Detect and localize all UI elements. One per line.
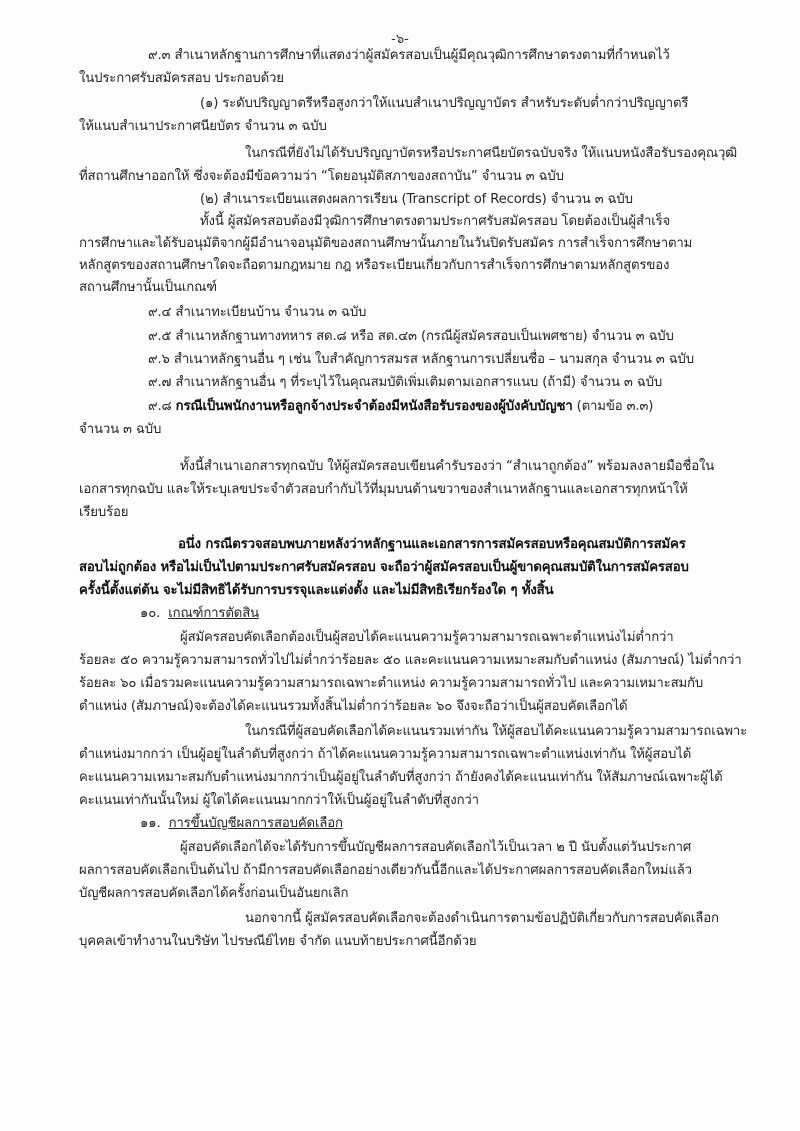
item-9-8-line-2: จำนวน ๓ ฉบับ (79, 422, 162, 437)
section-10-p1-line-4: ตำแหน่ง (สัมภาษณ์)จะต้องได้คะแนนรวมทั้งสิ้นไม่ต่ำกว่าร้อยละ ๖๐ จึงจะถือว่าเป็นผู้สอบคัดเลือกได้ (79, 699, 628, 714)
item-9-8-bold: กรณีเป็นพนักงานหรือลูกจ้างประจำต้องมีหนังสือรับรองของผู้บังคับบัญชา (175, 399, 573, 414)
item-9-8 (148, 397, 653, 417)
section-10-p1-line-1: ผู้สมัครสอบคัดเลือกต้องเป็นผู้สอบได้คะแนนความรู้ความสามารถเฉพาะตำแหน่งไม่ต่ำกว่า (180, 630, 674, 645)
item-9-5: ๙.๕ สำเนาหลักฐานทางทหาร สด.๘ หรือ สด.๔๓ (กรณีผู้สมัครสอบเป็นเพศชาย) จำนวน ๓ ฉบับ (148, 329, 674, 344)
section-11-heading (140, 814, 343, 834)
section-10-title: เกณฑ์การตัดสิน (168, 606, 259, 621)
item-9-8-suffix: (ตามข้อ ๓.๓) (572, 399, 654, 414)
qualification-note-line-1: ทั้งนี้ ผู้สมัครสอบต้องมีวุฒิการศึกษาตรงตามประกาศรับสมัครสอบ โดยต้องเป็นผู้สำเร็จ (200, 214, 671, 229)
item-9-3-note-line-1: ในกรณีที่ยังไม่ได้รับปริญญาบัตรหรือประกาศนียบัตรฉบับจริง ให้แนบหนังสือรับรองคุณวุฒิ (245, 146, 737, 161)
item-9-6: ๙.๖ สำเนาหลักฐานอื่น ๆ เช่น ใบสำคัญการสมรส หลักฐานการเปลี่ยนชื่อ – นามสกุล จำนวน ๓ ฉบับ (148, 352, 694, 367)
section-11-p1-line-3: บัญชีผลการสอบคัดเลือกได้ครั้งก่อนเป็นอันยกเลิก (79, 886, 349, 901)
section-11-p1-line-1: ผู้สอบคัดเลือกได้จะได้รับการขึ้นบัญชีผลการสอบคัดเลือกไว้เป็นเวลา ๒ ปี นับตั้งแต่วันประกาศ (180, 840, 692, 855)
section-11-p2-line-2: บุคคลเข้าทำงานในบริษัท ไปรษณีย์ไทย จำกัด แนบท้ายประกาศนี้อีกด้วย (79, 934, 477, 949)
item-9-4: ๙.๔ สำเนาทะเบียนบ้าน จำนวน ๓ ฉบับ (148, 305, 367, 320)
item-9-3-sub1-line-2: ให้แนบสำเนาประกาศนียบัตร จำนวน ๓ ฉบับ (79, 119, 327, 134)
section-10-p2-line-3: คะแนนความเหมาะสมกับตำแหน่งมากกว่าเป็นผู้อยู่ในลำดับที่สูงกว่า ถ้ายังคงได้คะแนนเท่ากัน ให้สัมภาษณ์เฉพาะผู้ได้ (79, 770, 723, 785)
section-10-heading (140, 604, 259, 624)
qualification-note-line-3: หลักสูตรของสถานศึกษาใดจะถือตามกฎหมาย กฎ หรือระเบียนเกี่ยวกับการสำเร็จการศึกษาตามหลักสูตรของ (79, 258, 670, 273)
item-9-3-sub2: (๒) สำเนาระเบียนแสดงผลการเรียน (Transcript of Records) จำนวน ๓ ฉบับ (200, 192, 633, 207)
warning-line-3: ครั้งนี้ตั้งแต่ต้น จะไม่มีสิทธิได้รับการบรรจุและแต่งตั้ง และไม่มีสิทธิเรียกร้องใด ๆ ทั้งสิ้น (79, 583, 554, 598)
qualification-note-line-2: การศึกษาและได้รับอนุมัติจากผู้มีอำนาจอนุมัติของสถานศึกษานั้นภายในวันปิดรับสมัคร การสำเร็จการศึกษาตาม (79, 236, 693, 251)
section-10-p1-line-2: ร้อยละ ๕๐ ความรู้ความสามารถทั่วไปไม่ต่ำกว่าร้อยละ ๕๐ และคะแนนความเหมาะสมกับตำแหน่ง (สัมภาษณ์) ไม่ต่ำกว่า (79, 653, 742, 668)
item-9-3-note-line-2: ที่สถานศึกษาออกให้ ซึ่งจะต้องมีข้อความว่า “โดยอนุมัติสภาของสถาบัน” จำนวน ๓ ฉบับ (79, 169, 564, 184)
certification-note-line-3: เรียบร้อย (79, 505, 129, 520)
item-9-3-line-2: ในประกาศรับสมัครสอบ ประกอบด้วย (79, 71, 284, 86)
item-9-3-sub1-line-1: (๑) ระดับปริญญาตรีหรือสูงกว่าให้แนบสำเนาปริญญาบัตร สำหรับระดับต่ำกว่าปริญญาตรี (200, 96, 689, 111)
qualification-note-line-4: สถานศึกษานั้นเป็นเกณฑ์ (79, 280, 217, 295)
certification-note-line-1: ทั้งนี้สำเนาเอกสารทุกฉบับ ให้ผู้สมัครสอบเขียนคำรับรองว่า “สำเนาถูกต้อง” พร้อมลงลายมือชื่อใน (180, 459, 715, 474)
page-number: -๖- (391, 32, 409, 47)
item-9-8-prefix: ๙.๘ (148, 399, 176, 414)
section-11-number: ๑๑. (140, 816, 161, 831)
section-11-title: การขึ้นบัญชีผลการสอบคัดเลือก (168, 816, 343, 831)
certification-note-line-2: เอกสารทุกฉบับ และให้ระบุเลขประจำตัวสอบกำกับไว้ที่มุมบนด้านขวาของสำเนาหลักฐานและเอกสารทุกหน้าให้ (79, 482, 688, 497)
section-11-p2-line-1: นอกจากนี้ ผู้สมัครสอบคัดเลือกจะต้องดำเนินการตามข้อปฏิบัติเกี่ยวกับการสอบคัดเลือก (245, 911, 719, 926)
item-9-3-line-1: ๙.๓ สำเนาหลักฐานการศึกษาที่แสดงว่าผู้สมัครสอบเป็นผู้มีคุณวุฒิการศึกษาตรงตามที่กำหนดไว้ (148, 48, 670, 63)
section-10-p1-line-3: ร้อยละ ๖๐ เมื่อรวมคะแนนความรู้ความสามารถเฉพาะตำแหน่ง ความรู้ความสามารถทั่วไป และความเหมาะสมกับ (79, 676, 704, 691)
warning-line-1: อนึ่ง กรณีตรวจสอบพบภายหลังว่าหลักฐานและเอกสารการสมัครสอบหรือคุณสมบัติการสมัคร (178, 537, 686, 552)
section-11-p1-line-2: ผลการสอบคัดเลือกเป็นต้นไป ถ้ามีการสอบคัดเลือกอย่างเดียวกันนี้อีกและได้ประกาศผลการสอบคัดเลือกใหม่แล้ว (79, 863, 692, 878)
warning-line-2: สอบไม่ถูกต้อง หรือไม่เป็นไปตามประกาศรับสมัครสอบ จะถือว่าผู้สมัครสอบเป็นผู้ขาดคุณสมบัติในการสมัครสอบ (79, 560, 689, 575)
section-10-number: ๑๐. (140, 606, 161, 621)
section-10-p2-line-2: ตำแหน่งมากกว่า เป็นผู้อยู่ในลำดับที่สูงกว่า ถ้าได้คะแนนความรู้ความสามารถเฉพาะตำแหน่งเท่ากัน ให้ผู้สอบได้ (79, 747, 692, 762)
section-10-p2-line-4: คะแนนเท่ากันนั้นใหม่ ผู้ใดได้คะแนนมากกว่าให้เป็นผู้อยู่ในลำดับที่สูงกว่า (79, 793, 479, 808)
item-9-7: ๙.๗ สำเนาหลักฐานอื่น ๆ ที่ระบุไว้ในคุณสมบัติเพิ่มเติมตามเอกสารแนบ (ถ้ามี) จำนวน ๓ ฉบับ (148, 375, 663, 390)
section-10-p2-line-1: ในกรณีที่ผู้สอบคัดเลือกได้คะแนนรวมเท่ากัน ให้ผู้สอบได้คะแนนความรู้ความสามารถเฉพาะ (245, 724, 748, 739)
